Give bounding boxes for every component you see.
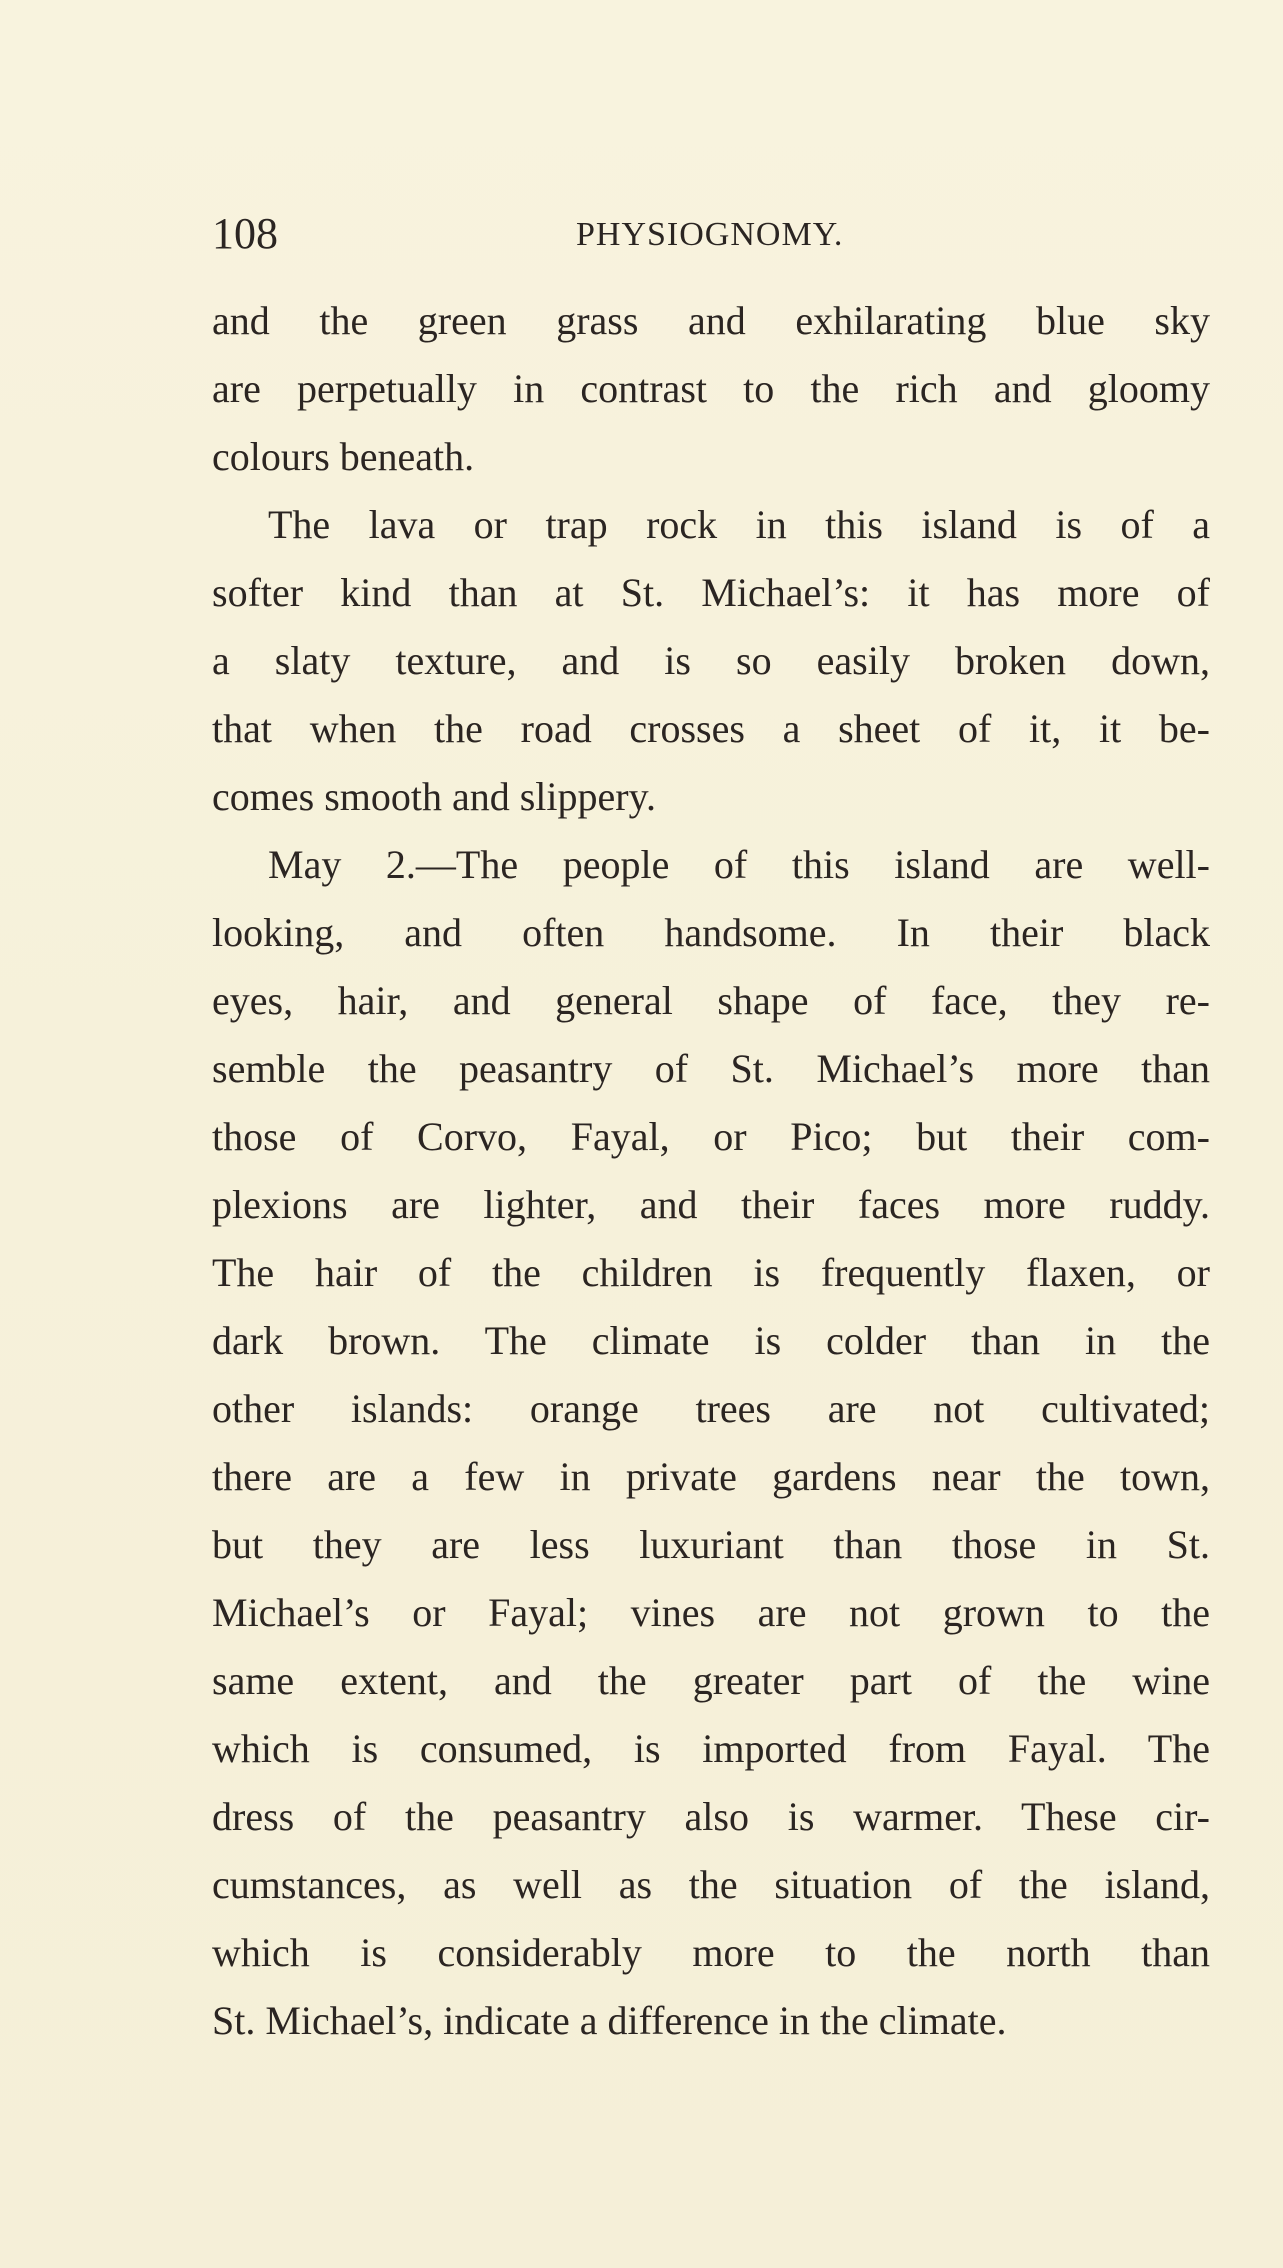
- text-line: and the green grass and exhilarating blue sky: [212, 298, 1210, 343]
- text-line: dark brown. The climate is colder than in the: [212, 1318, 1210, 1363]
- text-line: eyes, hair, and general shape of face, they re-: [212, 978, 1210, 1023]
- page-number: 108: [212, 209, 278, 258]
- text-line: plexions are lighter, and their faces more ruddy.: [212, 1182, 1210, 1227]
- text-line: softer kind than at St. Michael’s: it has more of: [212, 570, 1210, 615]
- text-line: cumstances, as well as the situation of the island,: [212, 1862, 1210, 1907]
- text-line: The lava or trap rock in this island is of a: [268, 502, 1210, 547]
- text-line: The hair of the children is frequently flaxen, or: [212, 1250, 1210, 1295]
- text-line: same extent, and the greater part of the wine: [212, 1658, 1210, 1703]
- text-line: but they are less luxuriant than those in St.: [212, 1522, 1210, 1567]
- text-line: that when the road crosses a sheet of it, it be-: [212, 706, 1210, 751]
- page-header: [212, 208, 1210, 268]
- text-line: other islands: orange trees are not cultivated;: [212, 1386, 1210, 1431]
- text-line: those of Corvo, Fayal, or Pico; but their com-: [212, 1114, 1210, 1159]
- text-line: colours beneath.: [212, 434, 475, 479]
- text-line: Michael’s or Fayal; vines are not grown to the: [212, 1590, 1210, 1635]
- text-line: which is considerably more to the north than: [212, 1930, 1210, 1975]
- text-line: are perpetually in contrast to the rich and gloomy: [212, 366, 1210, 411]
- text-line: looking, and often handsome. In their black: [212, 910, 1210, 955]
- text-line: a slaty texture, and is so easily broken down,: [212, 638, 1210, 683]
- text-line: which is consumed, is imported from Fayal. The: [212, 1726, 1210, 1771]
- text-line: there are a few in private gardens near the town,: [212, 1454, 1210, 1499]
- text-line: St. Michael’s, indicate a difference in the climate.: [212, 1998, 1007, 2043]
- text-line: comes smooth and slippery.: [212, 774, 657, 819]
- running-head: PHYSIOGNOMY.: [576, 216, 844, 253]
- text-line: May 2.—The people of this island are well-: [268, 842, 1210, 887]
- text-line: dress of the peasantry also is warmer. These cir-: [212, 1794, 1210, 1839]
- body-text: [212, 287, 1210, 2055]
- text-line: semble the peasantry of St. Michael’s more than: [212, 1046, 1210, 1091]
